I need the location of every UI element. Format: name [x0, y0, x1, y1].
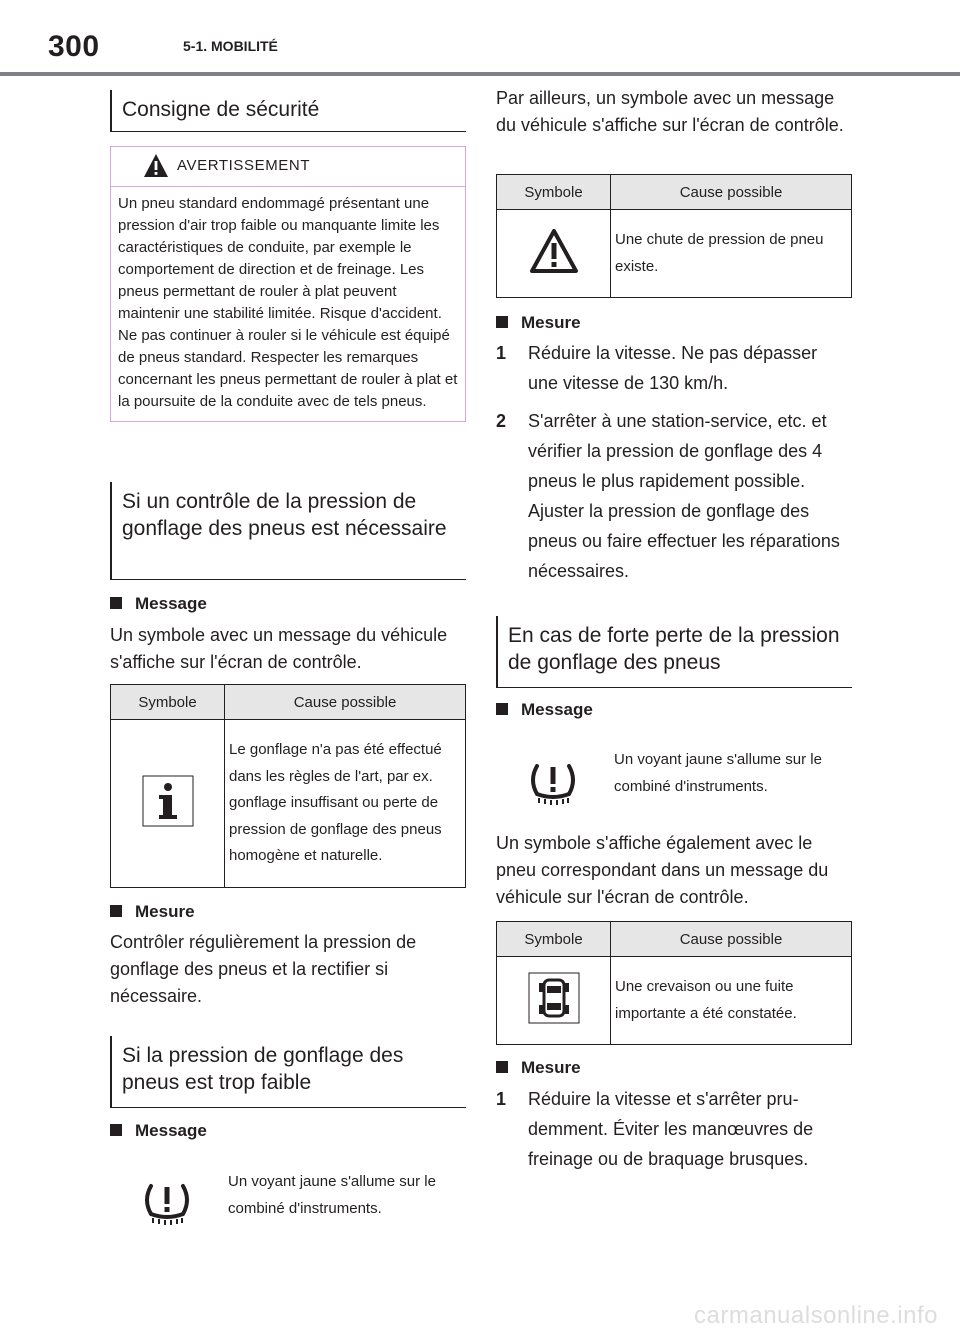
measure-subheading: Mesure	[110, 902, 195, 922]
table-cell-cause: Une crevaison ou une fuite importante a été constatée.	[611, 957, 852, 1045]
table-header-cause: Cause possible	[225, 685, 466, 720]
table-row	[497, 957, 852, 1045]
warning-box	[110, 146, 466, 422]
page-number: 300	[48, 30, 100, 63]
square-bullet-icon	[110, 905, 122, 917]
info-icon	[142, 775, 194, 827]
step-item	[496, 1084, 852, 1174]
step-number: 1	[496, 1089, 507, 1109]
step-text: Réduire la vitesse et s'arrêter prudemment. Éviter les manœuvres de freinage ou de braquage brusques.	[528, 1089, 814, 1169]
message-paragraph: Un symbole avec un message du véhicule s'affiche sur l'écran de contrôle.	[110, 625, 448, 672]
message-subheading: Message	[496, 700, 593, 720]
message-subheading-2: Message	[110, 1121, 207, 1141]
measure-subheading: Mesure	[496, 313, 581, 333]
symbol-table-info	[110, 684, 466, 888]
table-header-cause: Cause possible	[611, 922, 852, 957]
step-number: 2	[496, 411, 507, 431]
warning-title: AVERTISSEMENT	[177, 157, 311, 174]
table-row	[497, 210, 852, 298]
table-cell-cause: Une chute de pression de pneu existe.	[611, 210, 852, 298]
pressure-loss-heading: En cas de forte perte de la pression de gonflage des pneus	[496, 616, 852, 688]
square-bullet-icon	[110, 1124, 122, 1136]
tire-pressure-warning-icon	[141, 1180, 193, 1228]
header-rule	[0, 72, 960, 76]
warning-triangle-icon	[529, 228, 579, 274]
step-item	[496, 338, 852, 398]
watermark	[0, 1296, 960, 1338]
page-number-box	[0, 0, 168, 72]
tire-pressure-warning-icon	[527, 760, 579, 808]
indicator-text: Un voyant jaune s'allume sur le combiné d'instruments.	[228, 1173, 436, 1217]
table-header-cause: Cause possible	[611, 175, 852, 210]
symbol-paragraph: Un symbole s'affiche également avec le pneu correspondant dans un message du véhicule sur l'écran de contrôle.	[496, 833, 829, 907]
check-pressure-heading: Si un contrôle de la pression de gonflage des pneus est nécessaire	[110, 482, 466, 580]
symbol-table-triangle	[496, 174, 852, 298]
square-bullet-icon	[496, 316, 508, 328]
safety-heading: Consigne de sécurité	[110, 90, 466, 132]
square-bullet-icon	[110, 597, 122, 609]
page-header	[0, 0, 960, 76]
square-bullet-icon	[496, 1061, 508, 1073]
low-pressure-heading: Si la pression de gonflage des pneus est trop faible	[110, 1036, 466, 1108]
step-number: 1	[496, 343, 507, 363]
measure-paragraph: Contrôler régulièrement la pression de gonflage des pneus et la rectifier si nécessaire.	[110, 932, 417, 1006]
table-header-symbol: Symbole	[497, 175, 611, 210]
intro-paragraph: Par ailleurs, un symbole avec un message du véhicule s'affiche sur l'écran de contrôle.	[496, 88, 844, 135]
step-item	[496, 406, 852, 586]
table-cell-symbol	[111, 720, 225, 888]
warning-header	[111, 147, 465, 187]
measure-subheading-2: Mesure	[496, 1058, 581, 1078]
table-header-symbol: Symbole	[497, 922, 611, 957]
table-header-symbol: Symbole	[111, 685, 225, 720]
step-text: Réduire la vitesse. Ne pas dépasser une vitesse de 130 km/h.	[528, 343, 818, 393]
table-header-row	[111, 685, 466, 720]
chapter-title: 5-1. MOBILITÉ	[183, 38, 278, 54]
table-cell-cause: Le gonflage n'a pas été effectué dans les règles de l'art, par ex. gonflage insuffisant ou perte de pression de gonflage des pneus homogène et naturelle.	[225, 720, 466, 888]
square-bullet-icon	[496, 703, 508, 715]
indicator-icon-cell	[496, 760, 610, 813]
indicator-icon-cell	[110, 1180, 224, 1233]
table-row	[111, 720, 466, 888]
indicator-row	[110, 1168, 466, 1234]
table-header-row	[497, 175, 852, 210]
watermark-text: carmanualsonline.info	[694, 1302, 938, 1329]
symbol-table-car	[496, 921, 852, 1045]
step-text: S'arrêter à une station-service, etc. et vérifier la pression de gonflage des 4 pneus le plus rapidement possible. Ajuster la pression de gonflage des pneus ou faire effectuer les réparations nécessaires.	[528, 411, 840, 581]
table-cell-symbol	[497, 210, 611, 298]
warning-triangle-icon	[143, 153, 169, 179]
table-header-row	[497, 922, 852, 957]
car-flat-tire-icon	[528, 972, 580, 1024]
indicator-text: Un voyant jaune s'allume sur le combiné d'instruments.	[614, 751, 822, 795]
measure-steps	[496, 338, 852, 594]
indicator-row	[496, 746, 852, 812]
warning-text: Un pneu standard endommagé présentant une pression d'air trop faible ou manquante limite les caractéristiques de conduite, par exemple le comportement de direction et de freinage. Les pneus permettant de rouler à plat peuvent maintenir une stabilité limitée. Risque d'accident. Ne pas continuer à rouler si le véhicule est équipé de pneus standard. Respecter les remarques concernant les pneus permettant de rouler à plat et la poursuite de la conduite avec de tels pneus.	[118, 195, 458, 410]
message-subheading: Message	[110, 594, 207, 614]
table-cell-symbol	[497, 957, 611, 1045]
measure-steps-2	[496, 1084, 852, 1182]
